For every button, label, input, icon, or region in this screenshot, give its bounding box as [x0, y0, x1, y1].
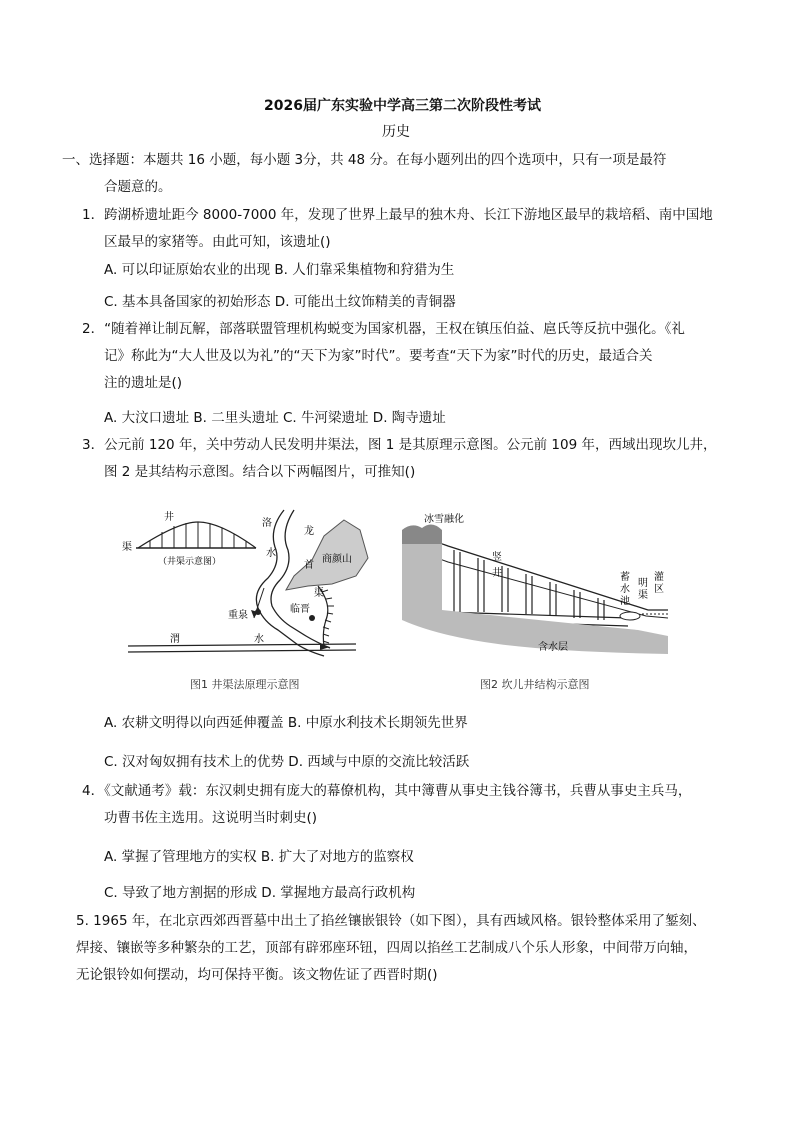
label-chi: 池 — [620, 596, 630, 607]
question-1-stem-line2: 区最早的家猪等。由此可知，该遗址() — [104, 234, 331, 250]
label-wei-shui: 水 — [254, 634, 264, 645]
figure-2-karez-diagram — [398, 500, 673, 700]
label-xushui: 水 — [620, 584, 630, 595]
question-3-stem-line2: 图 2 是其结构示意图。结合以下两幅图片，可推知() — [104, 464, 416, 480]
question-1-options-cd[interactable]: C. 基本具备国家的初始形态 D. 可能出土纹饰精美的青铜器 — [104, 294, 456, 310]
inset-label-qu: 渠 — [122, 542, 132, 553]
question-4-options-cd[interactable]: C. 导致了地方割据的形成 D. 掌握地方最高行政机构 — [104, 885, 416, 901]
question-3-options-cd[interactable]: C. 汉对匈奴拥有技术上的优势 D. 西域与中原的交流比较活跃 — [104, 754, 470, 770]
zhongquan-dot — [255, 609, 261, 615]
label-aquifer: 含水层 — [538, 642, 568, 653]
label-guan: 灌 — [654, 572, 664, 583]
label-xu: 蓄 — [620, 572, 630, 583]
label-mingqu: 渠 — [638, 590, 648, 601]
section-heading-line1: 一、选择题：本题共 16 小题，每小题 3分，共 48 分。在每小题列出的四个选项中，只有一项是最符 — [62, 152, 667, 168]
question-2-options[interactable]: A. 大汶口遗址 B. 二里头遗址 C. 牛河梁遗址 D. 陶寺遗址 — [104, 410, 446, 426]
question-5-stem-line3: 无论银铃如何摆动，均可保持平衡。该文物佐证了西晋时期() — [76, 967, 438, 983]
inset-label-jing: 井 — [164, 512, 174, 523]
exam-title: 2026届广东实验中学高三第二次阶段性考试 — [264, 98, 541, 114]
label-snowmelt: 冰雪融化 — [424, 514, 464, 525]
label-wei: 渭 — [170, 634, 180, 645]
label-qu: 渠 — [314, 588, 324, 599]
question-4-stem-line1: 4．《文献通考》载：东汉刺史拥有庞大的幕僚机构，其中簿曹从事史主钱谷簿书，兵曹从事史主兵马， — [82, 783, 692, 799]
label-linjin: 临晋 — [290, 604, 310, 615]
mountain-label: 商颜山 — [322, 554, 352, 565]
label-luo-shui: 水 — [266, 548, 276, 559]
figure-1-jingqu-diagram — [118, 500, 378, 700]
question-3-options-ab[interactable]: A. 农耕文明得以向西延伸覆盖 B. 中原水利技术长期领先世界 — [104, 715, 468, 731]
question-2-stem-line1: 2．“随着禅让制瓦解，部落联盟管理机构蜕变为国家机器，王权在镇压伯益、扈氏等反抗中强化。《礼 — [82, 321, 685, 337]
label-ming: 明 — [638, 578, 648, 589]
question-3-stem-line1: 3．公元前 120 年，关中劳动人民发明井渠法，图 1 是其原理示意图。公元前 109 年，西域出现坎儿井， — [82, 437, 717, 453]
figure-1-caption: 图1 井渠法原理示意图 — [190, 678, 300, 691]
label-luo: 洛 — [262, 518, 272, 529]
inset-well-channel — [122, 510, 256, 567]
label-shujing: 井 — [492, 568, 502, 579]
linjin-dot — [309, 615, 315, 621]
section-heading-line2: 合题意的。 — [104, 179, 172, 195]
snowmelt-area — [402, 524, 442, 544]
label-long: 龙 — [304, 526, 314, 537]
question-2-stem-line2: 记》称此为“大人世及以为礼”的“天下为家”时代”。要考查“天下为家”时代的历史，最适合关 — [104, 348, 653, 364]
label-guanqu: 区 — [654, 584, 664, 595]
inset-caption: （井渠示意图） — [158, 557, 222, 567]
question-5-stem-line1: 5. 1965 年，在北京西郊西晋墓中出土了掐丝镶嵌银铃（如下图），具有西域风格。银铃整体采用了錾刻、 — [76, 913, 706, 929]
storage-pool — [620, 612, 640, 620]
question-1-options-ab[interactable]: A. 可以印证原始农业的出现 B. 人们靠采集植物和狩猎为生 — [104, 262, 455, 278]
question-4-stem-line2: 功曹书佐主选用。这说明当时刺史() — [104, 810, 318, 826]
question-2-stem-line3: 注的遗址是() — [104, 375, 183, 391]
question-5-stem-line2: 焊接、镶嵌等多种繁杂的工艺，顶部有辟邪座环钮，四周以掐丝工艺制成八个乐人形象，中间带万向轴， — [76, 940, 697, 956]
subject-label: 历史 — [382, 124, 410, 140]
label-shou: 首 — [304, 560, 314, 571]
label-shu: 竖 — [492, 552, 502, 563]
question-4-options-ab[interactable]: A. 掌握了管理地方的实权 B. 扩大了对地方的监察权 — [104, 849, 414, 865]
figure-2-caption: 图2 坎儿井结构示意图 — [480, 678, 590, 691]
label-zhongquan: 重泉 — [228, 610, 248, 621]
question-1-stem-line1: 1．跨湖桥遗址距今 8000-7000 年，发现了世界上最早的独木舟、长江下游地区最早的栽培稻、南中国地 — [82, 207, 713, 223]
